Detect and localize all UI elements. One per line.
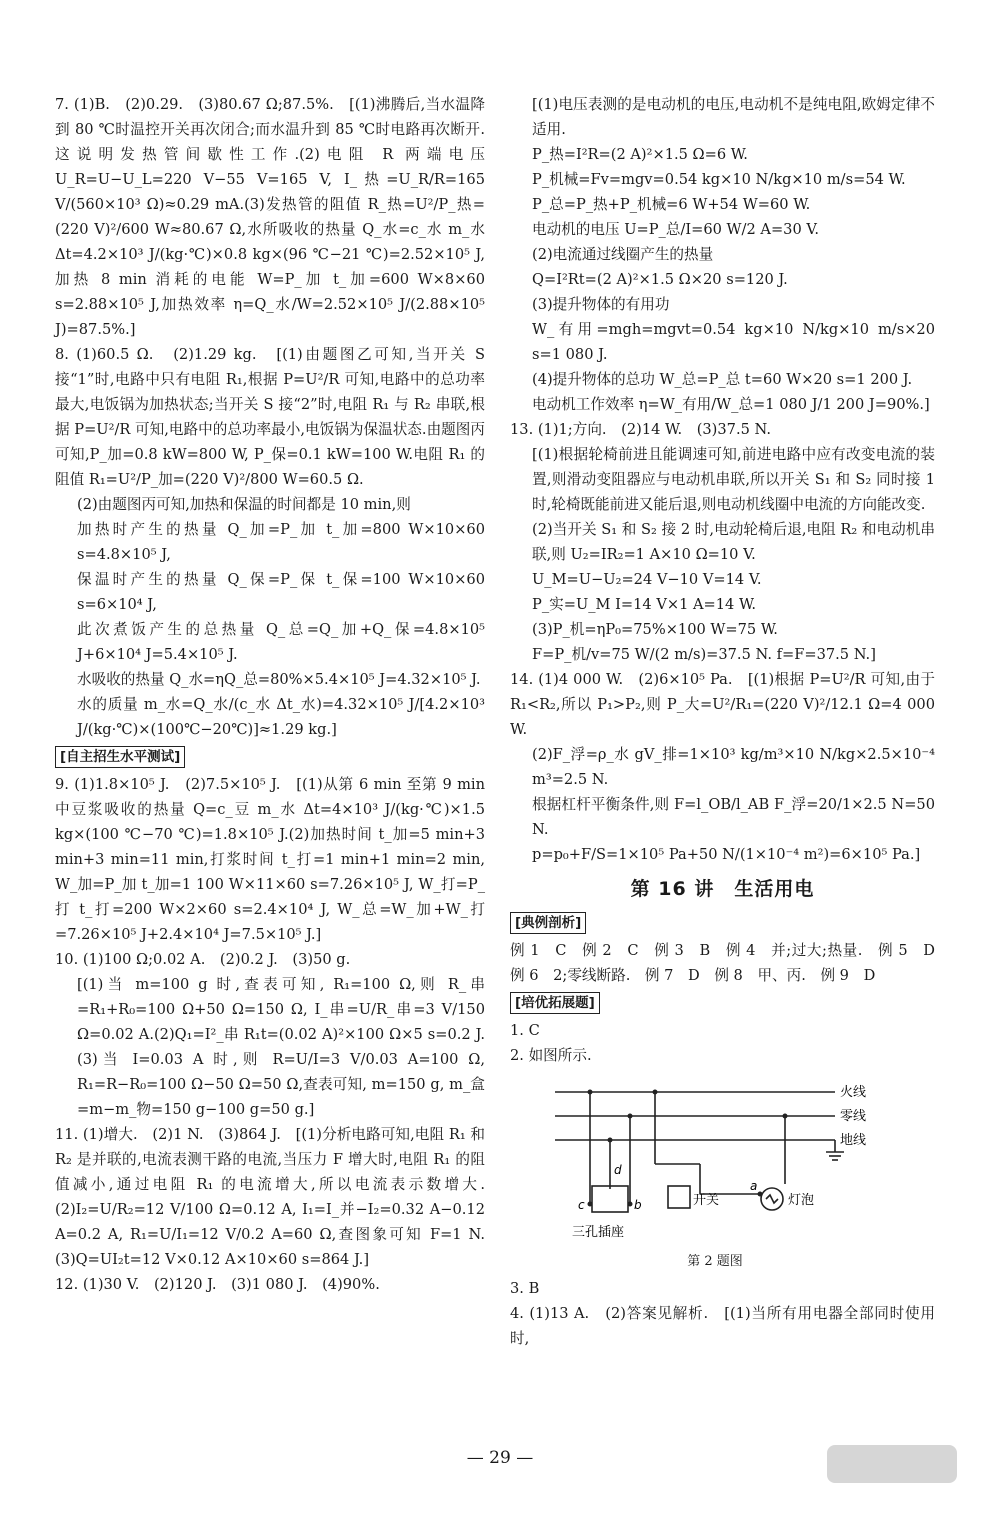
answer-continuation: (2)电流通过线圈产生的热量 xyxy=(532,246,714,263)
ground-wire-label: 地线 xyxy=(840,1133,867,1148)
answer-continuation: 电动机的电压 U=P_总/I=60 W/2 A=30 V. xyxy=(532,221,820,238)
answer-item: 1. C xyxy=(510,1022,540,1039)
point-b: b xyxy=(634,1198,642,1212)
answer-item: 9. (1)1.8×10⁵ J. (2)7.5×10⁵ J. [(1)从第 6 min 至第 9 min 中豆浆吸收的热量 Q=c_豆 m_水 Δt=4×10³ J/(kg·℃)×1.5 kg×(100 ℃−70 ℃)=1.8×10⁵ J.(2)加热时间 t_加=5 min+3 min+3 min=11 min,打浆时间 t_打=1 min+1 min=2 min, W_加=P_加 t_加=1 100 W×11×60 s=7.26×10⁵ J, W_打=P_打 t_打=200 W×2×60 s=2.4×10⁴ J, W_总=W_加+W_打=7.26×10⁵ J+2.4×10⁴ J=7.5×10⁵ J.] xyxy=(55,776,485,943)
figure-caption: 第 2 题图 xyxy=(687,1254,743,1269)
bulb-label: 灯泡 xyxy=(788,1193,815,1208)
neutral-wire-label: 零线 xyxy=(840,1109,867,1124)
answer-continuation: [(1)根据轮椅前进且能调速可知,前进电路中应有改变电流的装置,则滑动变阻器应与电动机串联,所以开关 S₁ 和 S₂ 同时接 1 时,轮椅既能前进又能后退,则电动机线圈中电流的方向能改变. xyxy=(532,446,935,513)
answer-continuation: (4)提升物体的总功 W_总=P_总 t=60 W×20 s=1 200 J. xyxy=(532,371,913,388)
answer-continuation: F=P_机/v=75 W/(2 m/s)=37.5 N. f=F=37.5 N.] xyxy=(532,646,876,663)
right-column xyxy=(510,92,950,1351)
answer-continuation: [(1)当 m=100 g 时,查表可知, R₁=100 Ω,则 R_串=R₁+R₀=100 Ω+50 Ω=150 Ω, I_串=U/R_串=3 V/150 Ω=0.02 A.(2)Q₁=I²_串 R₁t=(0.02 A)²×100 Ω×5 s=0.2 J.(3)当 I=0.03 A 时,则 R=U/I=3 V/0.03 A=100 Ω, R₁=R−R₀=100 Ω−50 Ω=50 Ω,查表可知, m=150 g, m_盒=m−m_物=150 g−100 g=50 g.] xyxy=(77,976,485,1118)
wiring-figure xyxy=(550,1074,880,1274)
answer-continuation: P_热=I²R=(2 A)²×1.5 Ω=6 W. xyxy=(532,146,748,163)
answer-continuation: (2)当开关 S₁ 和 S₂ 接 2 时,电动轮椅后退,电阻 R₂ 和电动机串联,则 U₂=IR₂=1 A×10 Ω=10 V. xyxy=(532,521,935,563)
answer-item: 例 1 C 例 2 C 例 3 B 例 4 并;过大;热量. 例 5 D 例 6 2;零线断路. 例 7 D 例 8 甲、丙. 例 9 D xyxy=(510,942,950,984)
watermark-logo xyxy=(822,1440,962,1510)
wiring-diagram xyxy=(550,1074,880,1239)
answer-item: 8. (1)60.5 Ω. (2)1.29 kg. [(1)由题图乙可知,当开关 S 接“1”时,电路中只有电阻 R₁,根据 P=U²/R 可知,电路中的总功率最大,电饭锅为加热状态;当开关 S 接“2”时,电阻 R₁ 与 R₂ 串联,根据 P=U²/R 可知,电路中的总功率最小,电饭锅为保温状态.由题图丙可知,P_加=0.8 kW=800 W, P_保=0.1 kW=100 W.电阻 R₁ 的阻值 R₁=U²/P_加=(220 V)²/800 W=60.5 Ω. xyxy=(55,346,485,488)
answer-item: 7. (1)B. (2)0.29. (3)80.67 Ω;87.5%. [(1)沸腾后,当水温降到 80 ℃时温控开关再次闭合;而水温升到 85 ℃时电路再次断开.这说明发热管间歇性工作.(2)电阻 R 两端电压 U_R=U−U_L=220 V−55 V=165 V, I_热=U_R/R=165 V/(560×10³ Ω)≈0.29 mA.(3)发热管的阻值 R_热=U²/P_热=(220 V)²/600 W≈80.67 Ω,水所吸收的热量 Q_水=c_水 m_水 Δt=4.2×10³ J/(kg·℃)×0.8 kg×(96 ℃−21 ℃)=2.52×10⁵ J,加热 8 min 消耗的电能 W=P_加 t_加=600 W×8×60 s=2.88×10⁵ J,加热效率 η=Q_水/W=2.52×10⁵ J/(2.88×10⁵ J)=87.5%.] xyxy=(55,96,485,338)
live-wire-label: 火线 xyxy=(840,1085,867,1100)
point-d: d xyxy=(614,1163,622,1177)
answer-continuation: 水的质量 m_水=Q_水/(c_水 Δt_水)=4.32×10⁵ J/[4.2×10³ J/(kg·℃)×(100℃−20℃)]≈1.29 kg.] xyxy=(77,696,485,738)
answer-item: 13. (1)1;方向. (2)14 W. (3)37.5 N. xyxy=(510,421,771,438)
socket-label: 三孔插座 xyxy=(572,1225,625,1239)
section-heading: [典例剖析] xyxy=(510,912,586,934)
answer-continuation: P_总=P_热+P_机械=6 W+54 W=60 W. xyxy=(532,196,811,213)
left-column xyxy=(55,92,485,1297)
answer-continuation: 加热时产生的热量 Q_加=P_加 t_加=800 W×10×60 s=4.8×10⁵ J, xyxy=(77,521,485,563)
answer-item: 10. (1)100 Ω;0.02 A. (2)0.2 J. (3)50 g. xyxy=(55,951,351,968)
section-heading-row xyxy=(510,988,935,1018)
section-heading-row xyxy=(55,742,485,772)
answer-continuation: W_有用=mgh=mgvt=0.54 kg×10 N/kg×10 m/s×20 s=1 080 J. xyxy=(532,321,935,363)
answer-item: 11. (1)增大. (2)1 N. (3)864 J. [(1)分析电路可知,电阻 R₁ 和 R₂ 是并联的,电流表测干路的电流,当压力 F 增大时,电阻 R₁ 的阻值减小,通过电阻 R₁ 的电流增大,所以电流表示数增大.(2)I₂=U/R₂=12 V/100 Ω=0.12 A, I₁=I_并−I₂=0.32 A−0.12 A=0.2 A, R₁=U/I₁=12 V/0.2 A=60 Ω,查图象可知 F=1 N.(3)Q=UI₂t=12 V×0.12 A×10×60 s=864 J.] xyxy=(55,1126,485,1268)
answer-continuation: Q=I²Rt=(2 A)²×1.5 Ω×20 s=120 J. xyxy=(532,271,788,288)
section-heading: [自主招生水平测试] xyxy=(55,746,185,768)
answer-item: 14. (1)4 000 W. (2)6×10⁵ Pa. [(1)根据 P=U²/R 可知,由于 R₁<R₂,所以 P₁>P₂,则 P_大=U²/R₁=(220 V)²/12.1 Ω=4 000 W. xyxy=(510,671,935,738)
answer-continuation: (3)P_机=ηP₀=75%×100 W=75 W. xyxy=(532,621,778,638)
answer-continuation: P_实=U_M I=14 V×1 A=14 W. xyxy=(532,596,757,613)
page-number: — 29 — xyxy=(466,1448,534,1468)
answer-continuation: 水吸收的热量 Q_水=ηQ_总=80%×5.4×10⁵ J=4.32×10⁵ J. xyxy=(77,671,481,688)
switch-label: 开关 xyxy=(693,1193,720,1208)
answer-continuation: (2)F_浮=ρ_水 gV_排=1×10³ kg/m³×10 N/kg×2.5×10⁻⁴ m³=2.5 N. xyxy=(532,746,935,788)
answer-continuation: 根据杠杆平衡条件,则 F=l_OB/l_AB F_浮=20/1×2.5 N=50 N. xyxy=(532,796,935,838)
section-heading: [培优拓展题] xyxy=(510,992,600,1014)
answer-continuation: (3)提升物体的有用功 xyxy=(532,296,670,313)
answer-continuation: 此次煮饭产生的总热量 Q_总=Q_加+Q_保=4.8×10⁵ J+6×10⁴ J=5.4×10⁵ J. xyxy=(77,621,485,663)
answer-continuation: 保温时产生的热量 Q_保=P_保 t_保=100 W×10×60 s=6×10⁴ J, xyxy=(77,571,485,613)
answer-item: 4. (1)13 A. (2)答案见解析. [(1)当所有用电器全部同时使用时, xyxy=(510,1305,935,1347)
answer-continuation: (2)由题图丙可知,加热和保温的时间都是 10 min,则 xyxy=(77,496,411,513)
answer-continuation: [(1)电压表测的是电动机的电压,电动机不是纯电阻,欧姆定律不适用. xyxy=(532,96,935,138)
answer-item: 12. (1)30 V. (2)120 J. (3)1 080 J. (4)90%. xyxy=(55,1276,380,1293)
answer-item: 2. 如图所示. xyxy=(510,1047,592,1064)
answer-continuation: p=p₀+F/S=1×10⁵ Pa+50 N/(1×10⁻⁴ m²)=6×10⁵ Pa.] xyxy=(532,846,921,863)
section-heading-row xyxy=(510,908,935,938)
point-a: a xyxy=(750,1179,758,1193)
answer-continuation: 电动机工作效率 η=W_有用/W_总=1 080 J/1 200 J=90%.] xyxy=(532,396,930,413)
answer-continuation: P_机械=Fv=mgv=0.54 kg×10 N/kg×10 m/s=54 W. xyxy=(532,171,906,188)
answer-continuation: U_M=U−U₂=24 V−10 V=14 V. xyxy=(532,571,762,588)
point-c: c xyxy=(578,1198,585,1212)
lecture-title: 第 16 讲 生活用电 xyxy=(630,878,815,900)
answer-item: 3. B xyxy=(510,1280,540,1297)
